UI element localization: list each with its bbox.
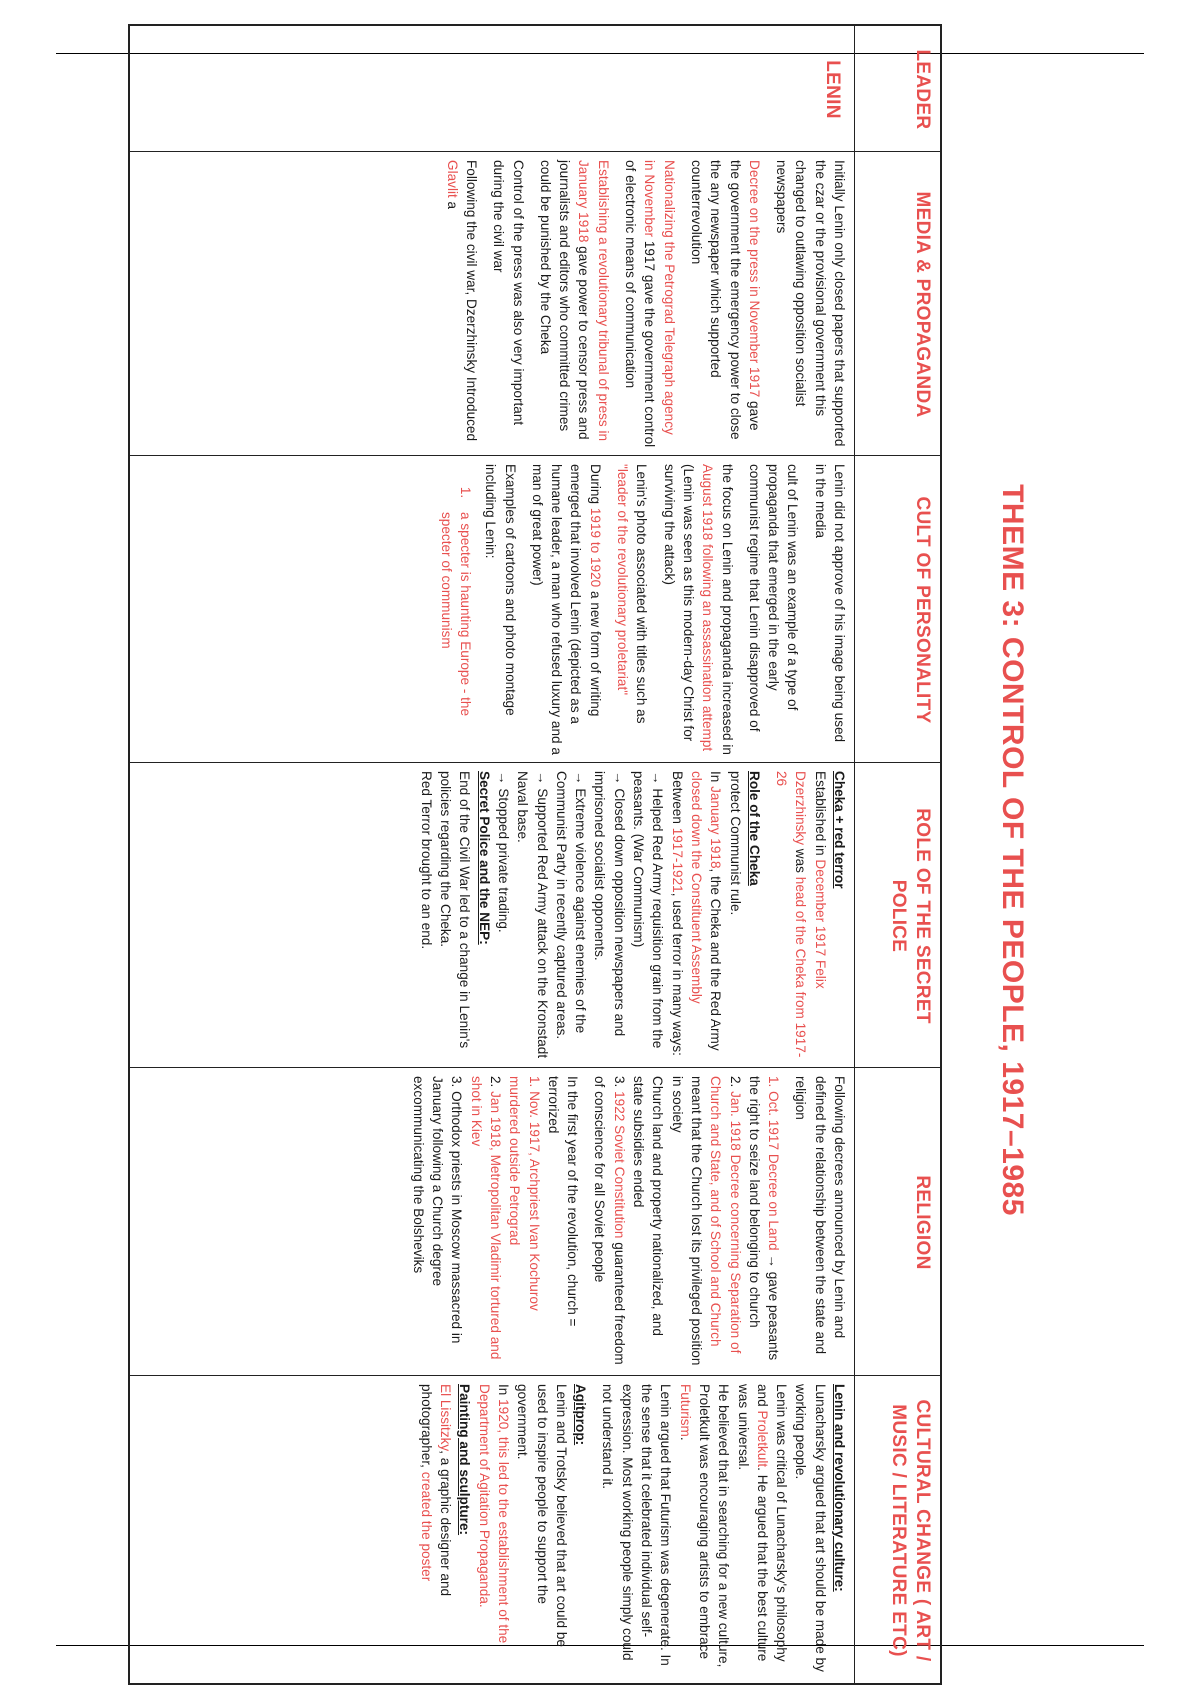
religion-terror-1: 1. Nov. 1917, Archpriest Ivan Kochurov murdered outside Petrograd: [507, 1076, 542, 1311]
header-cult: CULT OF PERSONALITY: [854, 456, 940, 763]
police-p3: In January 1918, the Cheka and the Red Army closed down the Constituent Assembly: [688, 771, 724, 1051]
culture-heading-painting: Painting and sculpture:: [457, 1384, 473, 1536]
cult-p2: cult of Lenin was an example of a type of propaganda that emerged in the early communist regime that Lenin disapproved of: [746, 464, 801, 732]
culture-p3: He believed that in searching for a new culture, Proletkult was encouraging artists to embrace Futurism.: [677, 1384, 732, 1668]
religion-terror-3: 3. Orthodox priests in Moscow massacred in January following a Church degree excommunicating the Bolsheviks: [410, 1076, 465, 1344]
religion-item-3: 3. 1922 Soviet Constitution guaranteed freedom of conscience for all Soviet people: [592, 1076, 627, 1365]
police-p2: protect Communist rule.: [727, 771, 743, 916]
religion-p2: Church land and property nationalized, and state subsidies ended: [631, 1076, 666, 1336]
cult-p1: Lenin did not approve of his image being used in the media: [812, 464, 847, 743]
cell-media: [130, 152, 854, 456]
culture-p4: Lenin argued that Futurism was degenerate. In the sense that it celebrated individual self-expression. Most working people simply could not understand it.: [600, 1384, 674, 1666]
religion-item-1: 1. Oct. 1917 Decree on Land → gave peasants the right to seize land belonging to church: [746, 1076, 782, 1361]
header-police: ROLE OF THE SECRET POLICE: [854, 763, 940, 1068]
list-item: 1. a specter is haunting Europe - the specter of communism: [436, 502, 475, 756]
cult-p5: During 1919 to 1920 a new form of writing emerged that involved Lenin (depicted as a humane leader, a man who refused luxury and a man of great power): [529, 464, 603, 755]
media-p2: Decree on the press in November 1917 gave the government the emergency power to close the any newspaper which supported counterrevolution: [688, 160, 762, 440]
culture-heading-agitprop: Agitprop:: [573, 1384, 589, 1446]
culture-p2: Lenin was critical of Lunacharsky's philosophy and Proletkult. He argued that the best culture was universal.: [735, 1384, 790, 1662]
culture-p5: Lenin and Trotsky believed that art could be used to inspire people to support the government.: [515, 1384, 569, 1647]
police-p4: Between 1917-1921, used terror in many ways:: [669, 771, 685, 1056]
cell-leader: [130, 26, 854, 152]
summary-table: [128, 24, 942, 1685]
leader-name: LENIN: [822, 60, 843, 119]
header-religion: RELIGION: [854, 1068, 940, 1376]
police-heading-nep: Secret Police and the NEP:: [476, 771, 492, 945]
religion-item-2: 2. Jan. 1918 Decree concerning Separation of Church and State, and of School and Church meant that the Church lost its privileged position in society: [669, 1076, 743, 1366]
cell-cult: [130, 456, 854, 763]
cult-p6: Examples of cartoons and photo montage including Lenin:: [483, 464, 518, 716]
cell-police: [130, 763, 854, 1068]
media-p1: Initially Lenin only closed papers that supported the czar or the provisional government this changed to outlawing opposition socialist newspapers: [774, 160, 847, 447]
police-heading-role: Role of the Cheka: [746, 771, 762, 886]
police-bullet: → Extreme violence against enemies of the Communist Party in recently captured areas.: [553, 771, 589, 1040]
police-bullet: → Closed down opposition newspapers and imprisoned socialist opponents.: [592, 771, 627, 1037]
page-title: THEME 3: CONTROL OF THE PEOPLE, 1917–1985: [996, 484, 1029, 1216]
police-p1: Established in December 1917 Felix Dzerzhinsky was head of the Cheka from 1917-26: [774, 771, 828, 1058]
culture-p7: El Lissitzky, a graphic designer and photographer, created the poster: [418, 1384, 454, 1597]
religion-terror-2: 2. Jan 1918, Metropolitan Vladimir tortured and shot in Kiev: [468, 1076, 503, 1360]
culture-p1: Lunacharsky argued that art should be made by working people.: [793, 1384, 828, 1672]
religion-p3: In the first year of the revolution, church = terrorized: [545, 1076, 581, 1327]
culture-heading-revolutionary: Lenin and revolutionary culture:: [832, 1384, 847, 1592]
police-p6: Red Terror brought to an end.: [418, 771, 434, 950]
police-bullet: → Helped Red Army requisition grain from the peasants. (War Communism): [631, 771, 666, 1049]
culture-p6: In 1920, this led to the establishment of the Department of Agitation Propaganda.: [476, 1384, 511, 1644]
police-bullet: → Supported Red Army attack on the Kronstadt Naval base.: [515, 771, 550, 1059]
cult-examples-list: [436, 464, 475, 756]
header-culture: CULTURAL CHANGE ( ART / MUSIC / LITERATURE ETC): [854, 1376, 940, 1683]
media-p6: Following the civil war, Dzerzhinsky Introduced Glavlit a: [444, 160, 479, 442]
media-p3: Nationalizing the Petrograd Telegraph agency in November 1917 gave the government control of electronic means of communication: [623, 160, 677, 448]
media-p4: Establishing a revolutionary tribunal of press in January 1918 gave power to censor press and journalists and editors who committed crimes could be punished by the Cheka: [537, 160, 611, 442]
police-bullet: → Stopped private trading.: [495, 771, 511, 933]
police-heading-cheka: Cheka + red terror: [832, 771, 847, 889]
header-leader: LEADER: [854, 26, 940, 152]
religion-p1: Following decrees announced by Lenin and defined the relationship between the state and religion: [793, 1076, 847, 1355]
cell-religion: [130, 1068, 854, 1376]
rotated-page: [128, 14, 1034, 1686]
header-media: MEDIA & PROPAGANDA: [854, 152, 940, 456]
cult-p3: the focus on Lenin and propaganda increased in August 1918 following an assassination attempt (Lenin was seen as this modern-day Christ for surviving the attack): [661, 464, 735, 755]
police-p5: End of the Civil War led to a change in Lenin's policies regarding the Cheka.: [438, 771, 473, 1049]
cell-culture: [130, 1376, 854, 1683]
cult-p4: Lenin's photo associated with titles such as "leader of the revolutionary proletariat": [615, 464, 650, 724]
media-p5: Control of the press was also very important during the civil war: [491, 160, 526, 426]
